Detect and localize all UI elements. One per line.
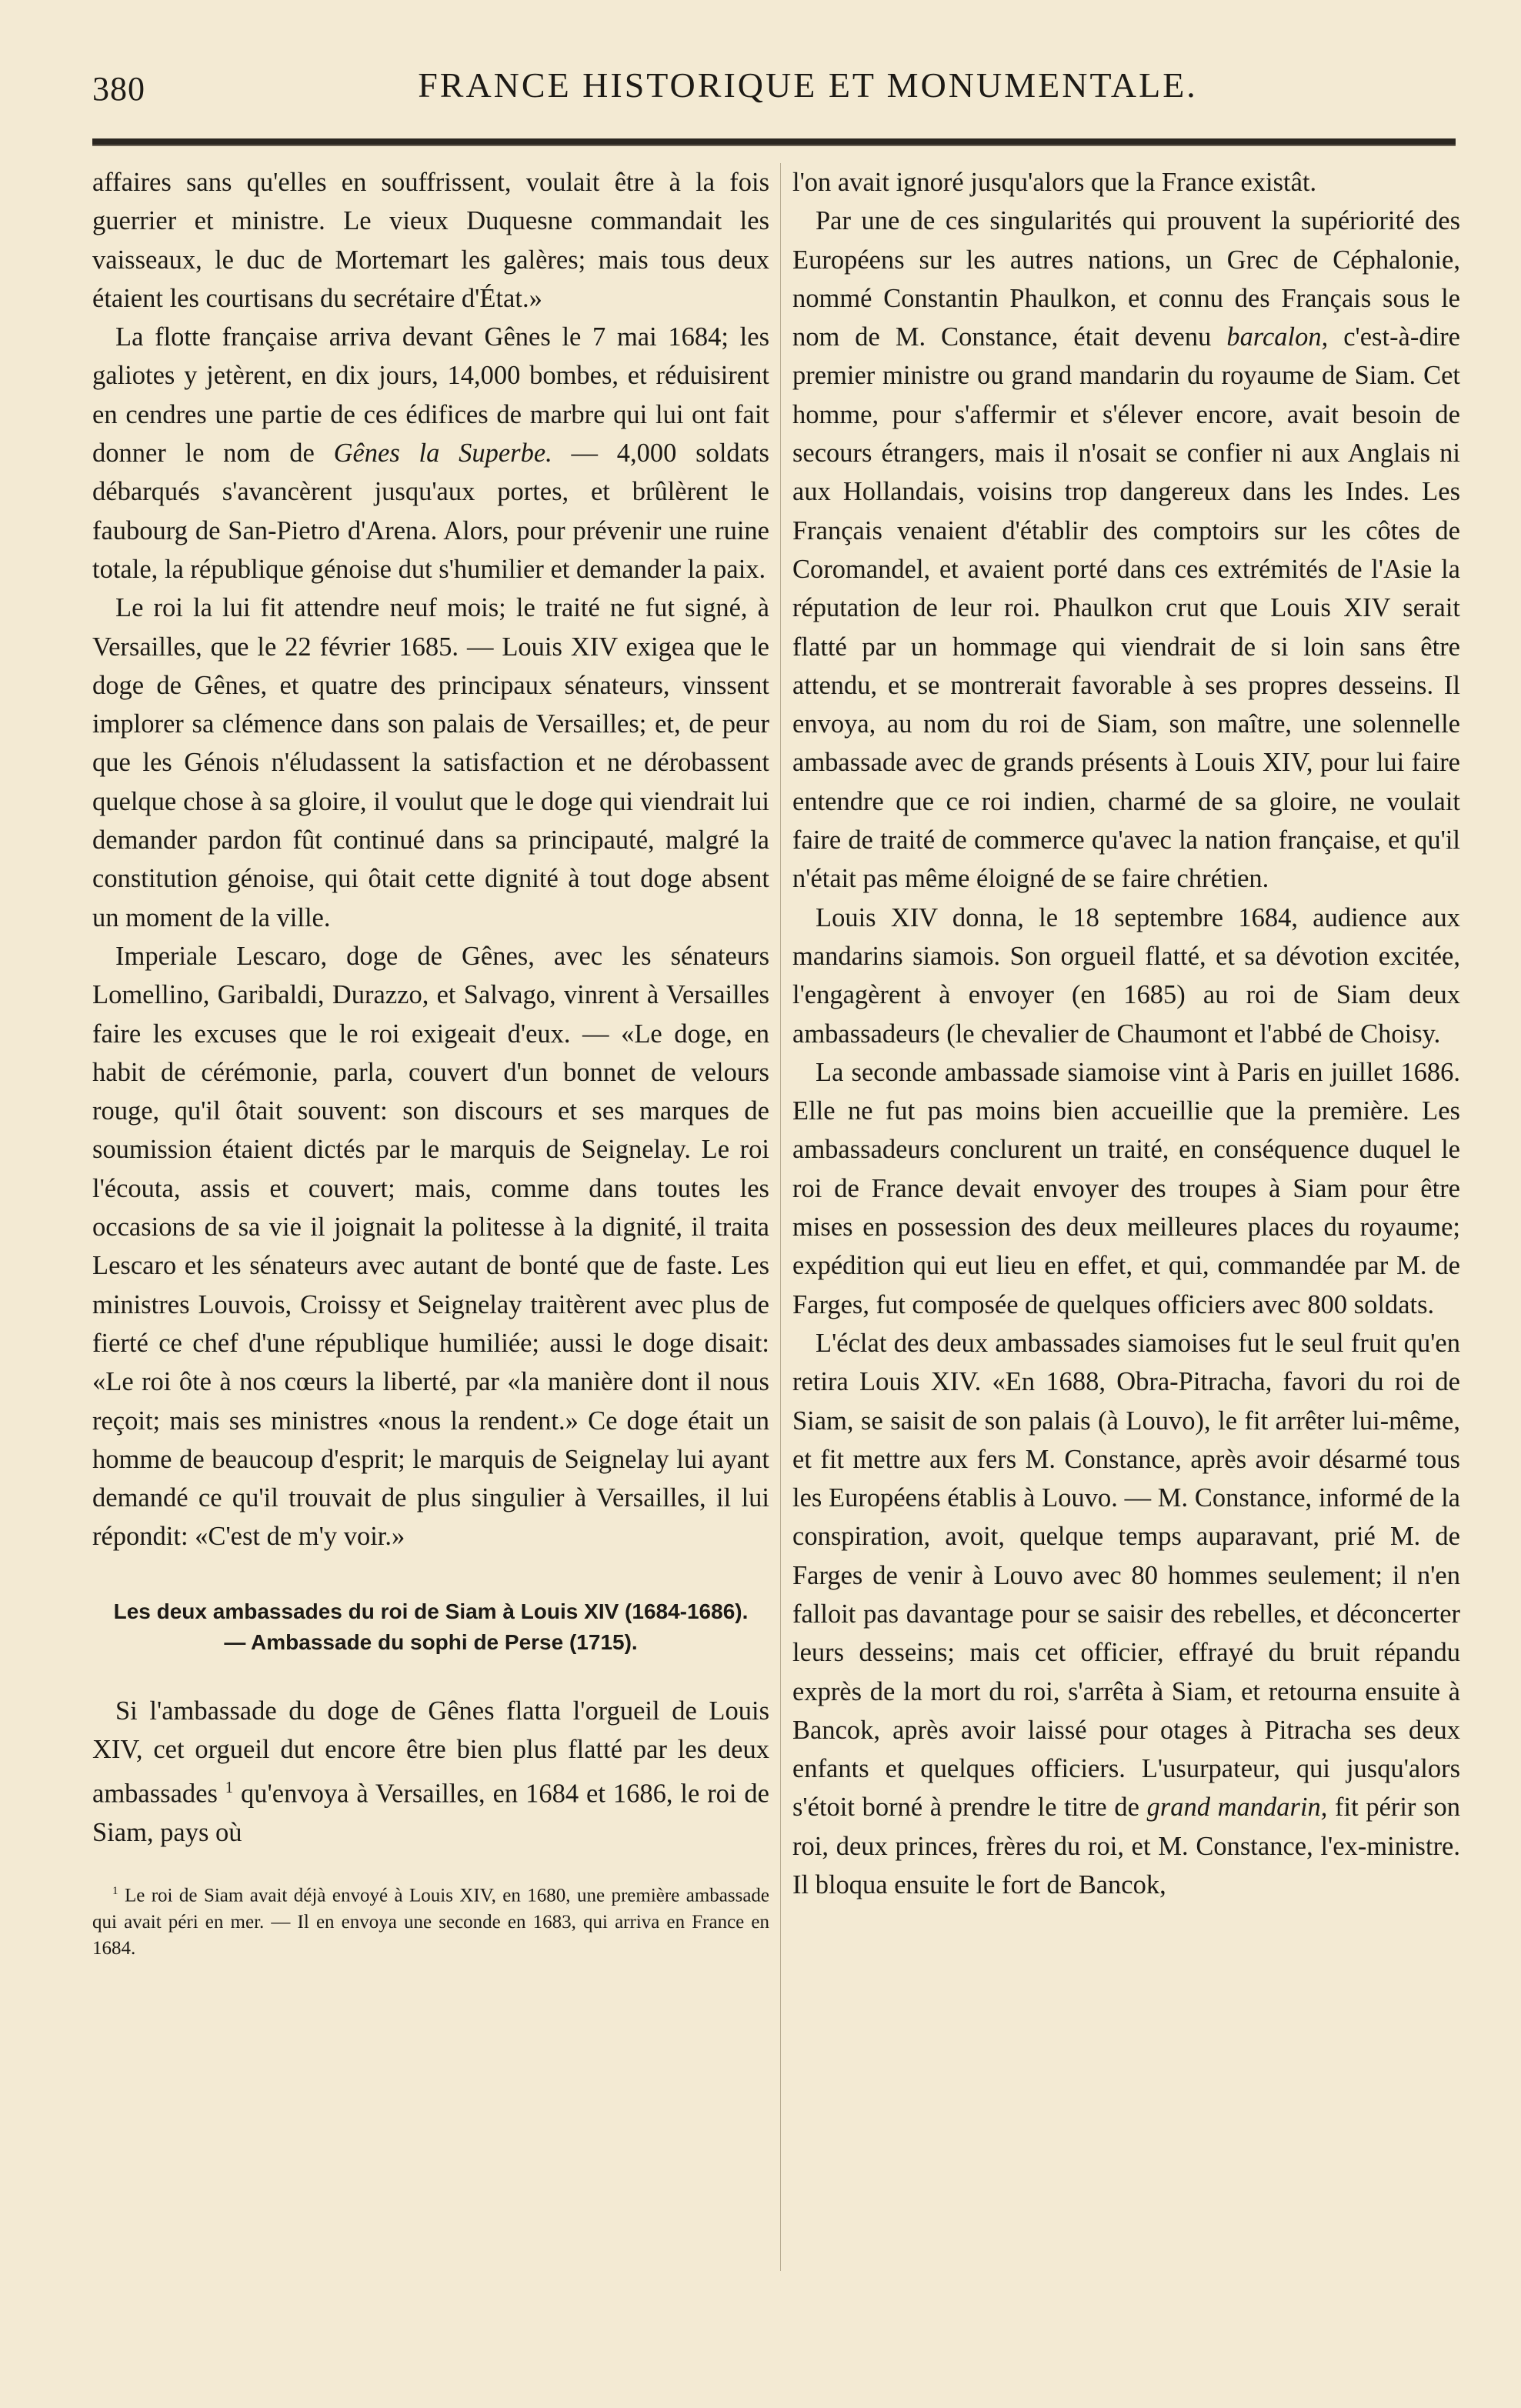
section-heading: [92, 1596, 769, 1658]
text-run: La flotte française arriva devant Gênes le 7 mai 1684; les galiotes y jetèrent, en dix jours, 14,000 bombes, et réduisirent en cendres une partie de ces édifices de marbre qui lui ont fait donner le nom de: [92, 322, 769, 469]
section-heading-line: Les deux ambassades du roi de Siam à Louis XIV (1684-1686).: [113, 1599, 749, 1623]
paragraph: Imperiale Lescaro, doge de Gênes, avec les sénateurs Lomellino, Garibaldi, Durazzo, et Salvago, vinrent à Versailles faire les excuses que le roi exigeait d'eux. — «Le doge, en habit de cérémonie, parla, couvert d'un bonnet de velours rouge, qu'il ôtait souvent: son discours et ses marques de soumission étaient dictés par le marquis de Seignelay. Le roi l'écouta, assis et couvert; mais, comme dans toutes les occasions de sa vie il joignait la politesse à la dignité, il traita Lescaro et les sénateurs avec autant de bonté que de faste. Les ministres Louvois, Croissy et Seignelay traitèrent avec plus de fierté ce chef d'une république humiliée; aussi le doge disait: «Le roi ôte à nos cœurs la liberté, par «la manière dont il nous reçoit; mais ses ministres «nous la rendent.» Ce doge était un homme de beaucoup d'esprit; le marquis de Seignelay lui ayant demandé ce qu'il trouvait de plus singulier à Versailles, il lui répondit: «C'est de m'y voir.»: [92, 941, 769, 1552]
header-rule: [92, 138, 1456, 146]
paragraph: affaires sans qu'elles en souffrissent, voulait être à la fois guerrier et ministre. Le vieux Duquesne commandait les vaisseaux, le duc de Mortemart les galères; mais tous deux étaient les courtisans du secrétaire d'État.»: [92, 168, 769, 313]
footnote-text: Le roi de Siam avait déjà envoyé à Louis XIV, en 1680, une première ambassade qui avait péri en mer. — Il en envoya une seconde en 1683, qui arriva en France en 1684.: [92, 1885, 770, 1959]
text-run: L'éclat des deux ambassades siamoises fut le seul fruit qu'en retira Louis XIV. «En 1688, Obra-Pitracha, favori du roi de Siam, se saisit de son palais (à Louvo), le fit arrêter lui-même, et fit mettre aux fers M. Constance, après avoir désarmé tous les Européens établis à Louvo. — M. Constance, informé de la conspiration, avoit, quelque temps auparavant, prié M. de Farges de venir à Louvo avec 80 hommes seulement; il n'en falloit pas davantage pour se saisir des rebelles, et déconcerter leurs desseins; mais cet officier, effrayé du bruit répandu exprès de la mort du roi, s'arrêta à Siam, et retourna ensuite à Bancok, après avoir laissé pour otages à Pitracha ses deux enfants et quelques officiers. L'usurpateur, qui jusqu'alors s'étoit borné à prendre le titre de: [792, 1328, 1460, 1823]
left-column: [92, 163, 769, 1962]
paragraph: La seconde ambassade siamoise vint à Paris en juillet 1686. Elle ne fut pas moins bien accueillie que la première. Les ambassadeurs conclurent un traité, en conséquence duquel le roi de France devait envoyer des troupes à Siam pour être mises en possession des deux meilleures places du royaume; expédition qui eut lieu en effet, et qui, commandée par M. de Farges, fut composée de quelques officiers avec 800 soldats.: [792, 1057, 1460, 1319]
section-heading-line: — Ambassade du sophi de Perse (1715).: [224, 1629, 638, 1654]
italic-text: Gênes la Superbe.: [333, 439, 552, 469]
paragraph: Louis XIV donna, le 18 septembre 1684, audience aux mandarins siamois. Son orgueil flatté, et sa dévotion excitée, l'engagèrent à envoyer (en 1685) au roi de Siam deux ambassadeurs (le chevalier de Chaumont et l'abbé de Choisy.: [792, 902, 1460, 1049]
text-run: fit périr son roi, deux princes, frères du roi, et M. Constance, l'ex-ministre. Il bloqua ensuite le fort de Bancok,: [792, 1793, 1460, 1900]
footnote: [92, 1878, 769, 1961]
running-title: FRANCE HISTORIQUE ET MONUMENTALE.: [418, 65, 1198, 105]
text-run: — 4,000 soldats débarqués s'avancèrent jusqu'aux portes, et brûlèrent le faubourg de San-Pietro d'Arena. Alors, pour prévenir une ruine totale, la république génoise dut s'humilier et demander la paix.: [92, 439, 769, 584]
paragraph: Le roi la lui fit attendre neuf mois; le traité ne fut signé, à Versailles, que le 22 février 1685. — Louis XIV exigea que le doge de Gênes, et quatre des principaux sénateurs, vinssent implorer sa clémence dans son palais de Versailles; et, de peur que les Génois n'éludassent la satisfaction et ne dérobassent quelque chose à sa gloire, il voulut que le doge qui viendrait lui demander pardon fût continué dans sa principauté, malgré la constitution génoise, qui ôtait cette dignité à tout doge absent un moment de la ville.: [92, 593, 769, 932]
footnote-mark: 1: [112, 1885, 118, 1898]
page-number: 380: [92, 70, 145, 108]
paragraph: [792, 1324, 1460, 1904]
text-run: Si l'ambassade du doge de Gênes flatta l'orgueil de Louis XIV, cet orgueil dut encore être bien plus flatté par les deux ambassades: [92, 1696, 769, 1809]
paragraph: l'on avait ignoré jusqu'alors que la France existât.: [792, 168, 1317, 197]
text-run: c'est-à-dire premier ministre ou grand mandarin du royaume de Siam. Cet homme, pour s'affermir et s'élever encore, avait besoin de secours étrangers, mais il n'osait se confier ni aux Anglais ni aux Hollandais, voisins trop dangereux dans les Indes. Les Français venaient d'établir des comptoirs sur les côtes de Coromandel, et avaient porté dans ces extrémités de l'Asie la réputation de leur roi. Phaulkon crut que Louis XIV serait flatté par un hommage qui viendrait de si loin sans être attendu, et se montrerait favorable à ses propres desseins. Il envoya, au nom du roi de Siam, son maître, une solennelle ambassade avec de grands présents à Louis XIV, pour lui faire entendre que ce roi indien, charmé de sa gloire, ne voulait faire de traité de commerce qu'avec la nation française, et qu'il n'était pas même éloigné de se faire chrétien.: [792, 322, 1460, 894]
paragraph: [92, 318, 769, 589]
footnote-ref: 1: [225, 1779, 234, 1797]
italic-text: barcalon,: [1226, 322, 1329, 352]
paragraph: [92, 1692, 769, 1853]
paragraph: [792, 202, 1460, 898]
column-divider: [780, 163, 781, 2271]
text-run: Par une de ces singularités qui prouvent la supériorité des Européens sur les autres nations, un Grec de Céphalonie, nommé Constantin Phaulkon, et connu des Français sous le nom de M. Constance, était devenu: [792, 206, 1460, 352]
italic-text: grand mandarin,: [1146, 1793, 1328, 1823]
text-run: qu'envoya à Versailles, en 1684 et 1686, le roi de Siam, pays où: [92, 1779, 769, 1848]
right-column: [792, 163, 1460, 1904]
